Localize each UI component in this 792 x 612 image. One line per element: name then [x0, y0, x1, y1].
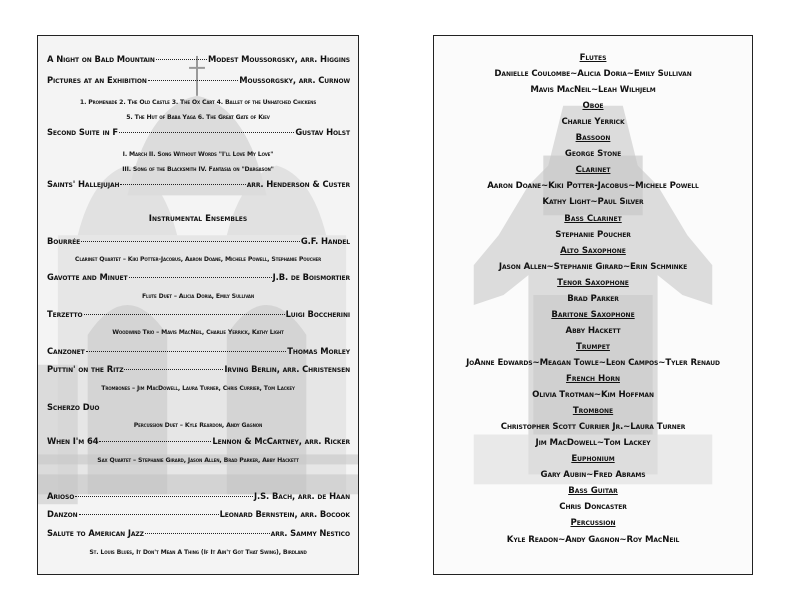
section-heading-clarinet: Clarinet [575, 165, 611, 176]
section-members: Kyle Readon~Andy Gagnon~Roy MacNeil [506, 534, 680, 545]
section-members: Christopher Scott Currier Jr.~Laura Turner [500, 422, 686, 433]
section-heading-trombone: Trombone [572, 406, 614, 417]
leader-dots [148, 78, 238, 81]
leader-dots [81, 239, 300, 242]
movements-note: III. Song of the Blacksmith IV. Fantasia on "Dargason" [122, 166, 274, 173]
leader-dots [99, 439, 211, 442]
composer: arr. Sammy Nestico [270, 528, 350, 538]
ensembles-heading: Instrumental Ensembles [148, 214, 248, 224]
section-members: Stephanie Poucher [555, 229, 631, 240]
closing-item-arioso [47, 491, 350, 501]
ensemble-item-bourree [47, 236, 350, 246]
section-members: JoAnne Edwards~Meagan Towle~Leon Campos~Tyler Renaud [466, 357, 720, 368]
roster-list [434, 36, 752, 574]
ensemble-item-ritz [47, 364, 350, 374]
section-members: Charlie Yerrick [561, 117, 625, 128]
composer: Modest Moussorgsky, arr. Higgins [207, 54, 350, 64]
ensemble-item-gavotte [47, 272, 350, 282]
piece-title: A Night on Bald Mountain [47, 54, 155, 64]
program-item-second-suite [47, 127, 350, 137]
section-heading-bassoon: Bassoon [575, 133, 611, 144]
section-heading-tenor-saxophone: Tenor Saxophone [557, 277, 629, 288]
closing-item-jazz [47, 528, 350, 538]
section-heading-bass-guitar: Bass Guitar [568, 486, 618, 497]
section-heading-alto-saxophone: Alto Saxophone [560, 245, 626, 256]
program-item-saints [47, 179, 350, 189]
section-members: Jim MacDowell~Tom Lackey [535, 438, 651, 449]
performers-note: Woodwind Trio – Mavis MacNeil, Charlie Yerrick, Kathy Light [112, 329, 284, 336]
composer: Irving Berlin, arr. Christensen [224, 364, 350, 374]
performers-note: Flute Duet – Alicia Doria, Emily Sullivan [141, 293, 255, 300]
leader-dots [75, 494, 253, 497]
closing-item-danzon [47, 509, 350, 519]
section-heading-percussion: Percussion [570, 518, 616, 529]
section-members: Aaron Doane~Kiki Potter-Jacobus~Michele Powell [487, 181, 699, 192]
ensemble-item-terzetto [47, 309, 350, 319]
leader-dots [86, 349, 287, 352]
movements-note: 5. The Hut of Baba Yaga 6. The Great Gate of Kiev [126, 114, 270, 121]
piece-title: Arioso [47, 491, 75, 501]
section-members: Abby Hackett [565, 325, 621, 336]
composer: Luigi Boccherini [285, 309, 350, 319]
program-item-pictures [47, 75, 350, 85]
section-members: Gary Aubin~Fred Abrams [540, 470, 646, 481]
roster-panel [433, 35, 753, 575]
leader-dots [79, 512, 219, 515]
leader-dots [145, 531, 270, 534]
section-members: Olivia Trotman~Kim Hoffman [532, 390, 654, 401]
piece-title: Canzonet [47, 346, 85, 356]
composer: Moussorgsky, arr. Curnow [239, 75, 350, 85]
section-heading-trumpet: Trumpet [576, 341, 610, 352]
section-members: Brad Parker [567, 293, 619, 304]
composer: Leonard Bernstein, arr. Bocook [219, 509, 350, 519]
leader-dots [84, 312, 285, 315]
movements-note: I. March II. Song Without Words "I'll Love My Love" [122, 151, 274, 158]
performers-note: Percussion Duet – Kyle Reardon, Andy Gagnon [133, 422, 263, 429]
section-members: Kathy Light~Paul Silver [542, 197, 644, 208]
piece-title: Danzon [47, 509, 78, 519]
composer: arr. Henderson & Custer [246, 179, 350, 189]
movements-note: St. Louis Blues, It Don't Mean A Thing (If It Ain't Got That Swing), Birdland [89, 549, 307, 556]
leader-dots [120, 182, 245, 185]
piece-title: Puttin' on the Ritz [47, 364, 124, 374]
section-members: Chris Doncaster [559, 502, 627, 513]
performers-note: Sax Quartet – Stephanie Girard, Jason Allen, Brad Parker, Abby Hackett [97, 457, 299, 464]
composer: G.F. Handel [300, 236, 350, 246]
program-item-bald-mountain [47, 54, 350, 64]
piece-title: Gavotte and Minuet [47, 272, 128, 282]
leader-dots [129, 275, 272, 278]
section-heading-baritone-saxophone: Baritone Saxophone [551, 309, 635, 320]
piece-title: Scherzo Duo [47, 402, 100, 412]
movements-note: 1. Promenade 2. The Old Castle 3. The Ox Cart 4. Ballet of the Unhatched Chickens [79, 99, 317, 106]
section-heading-euphonium: Euphonium [571, 454, 615, 465]
piece-title: Terzetto [47, 309, 83, 319]
piece-title: When I'm 64 [47, 436, 99, 446]
piece-title: Second Suite in F [47, 127, 118, 137]
ensemble-item-canzonet [47, 346, 350, 356]
section-heading-oboe: Oboe [582, 101, 604, 112]
piece-title: Pictures at an Exhibition [47, 75, 147, 85]
performers-note: Clarinet Quartet – Kiki Potter-Jacobus, Aaron Doane, Michele Powell, Stephanie Poucher [74, 256, 322, 263]
piece-title: Salute to American Jazz [47, 528, 144, 538]
section-heading-flutes: Flutes [579, 53, 607, 63]
section-members: George Stone [564, 149, 622, 160]
leader-dots [119, 130, 294, 133]
ensemble-item-scherzo [47, 402, 350, 412]
section-members: Danielle Coulombe~Alicia Doria~Emily Sullivan [494, 69, 692, 80]
performers-note: Trombones – Jim MacDowell, Laura Turner, Chris Currier, Tom Lackey [101, 385, 295, 392]
ensemble-item-sixtyfour [47, 436, 350, 446]
leader-dots [124, 367, 223, 370]
section-members: Mavis MacNeil~Leah Wilhjelm [530, 85, 656, 96]
section-heading-french-horn: French Horn [566, 374, 620, 384]
composer: Gustav Holst [295, 127, 350, 137]
composer: J.B. de Boismortier [272, 272, 350, 282]
composer: J.S. Bach, arr. de Haan [254, 491, 350, 501]
section-heading-bass-clarinet: Bass Clarinet [564, 213, 622, 224]
piece-title: Saints' Hallejujah [47, 179, 120, 189]
leader-dots [156, 57, 207, 60]
section-members: Jason Allen~Stephanie Girard~Erin Schminke [498, 261, 688, 272]
piece-title: Bourrée [47, 236, 81, 246]
composer: Thomas Morley [287, 346, 350, 356]
program-panel [37, 35, 359, 575]
composer: Lennon & McCartney, arr. Ricker [212, 436, 350, 446]
